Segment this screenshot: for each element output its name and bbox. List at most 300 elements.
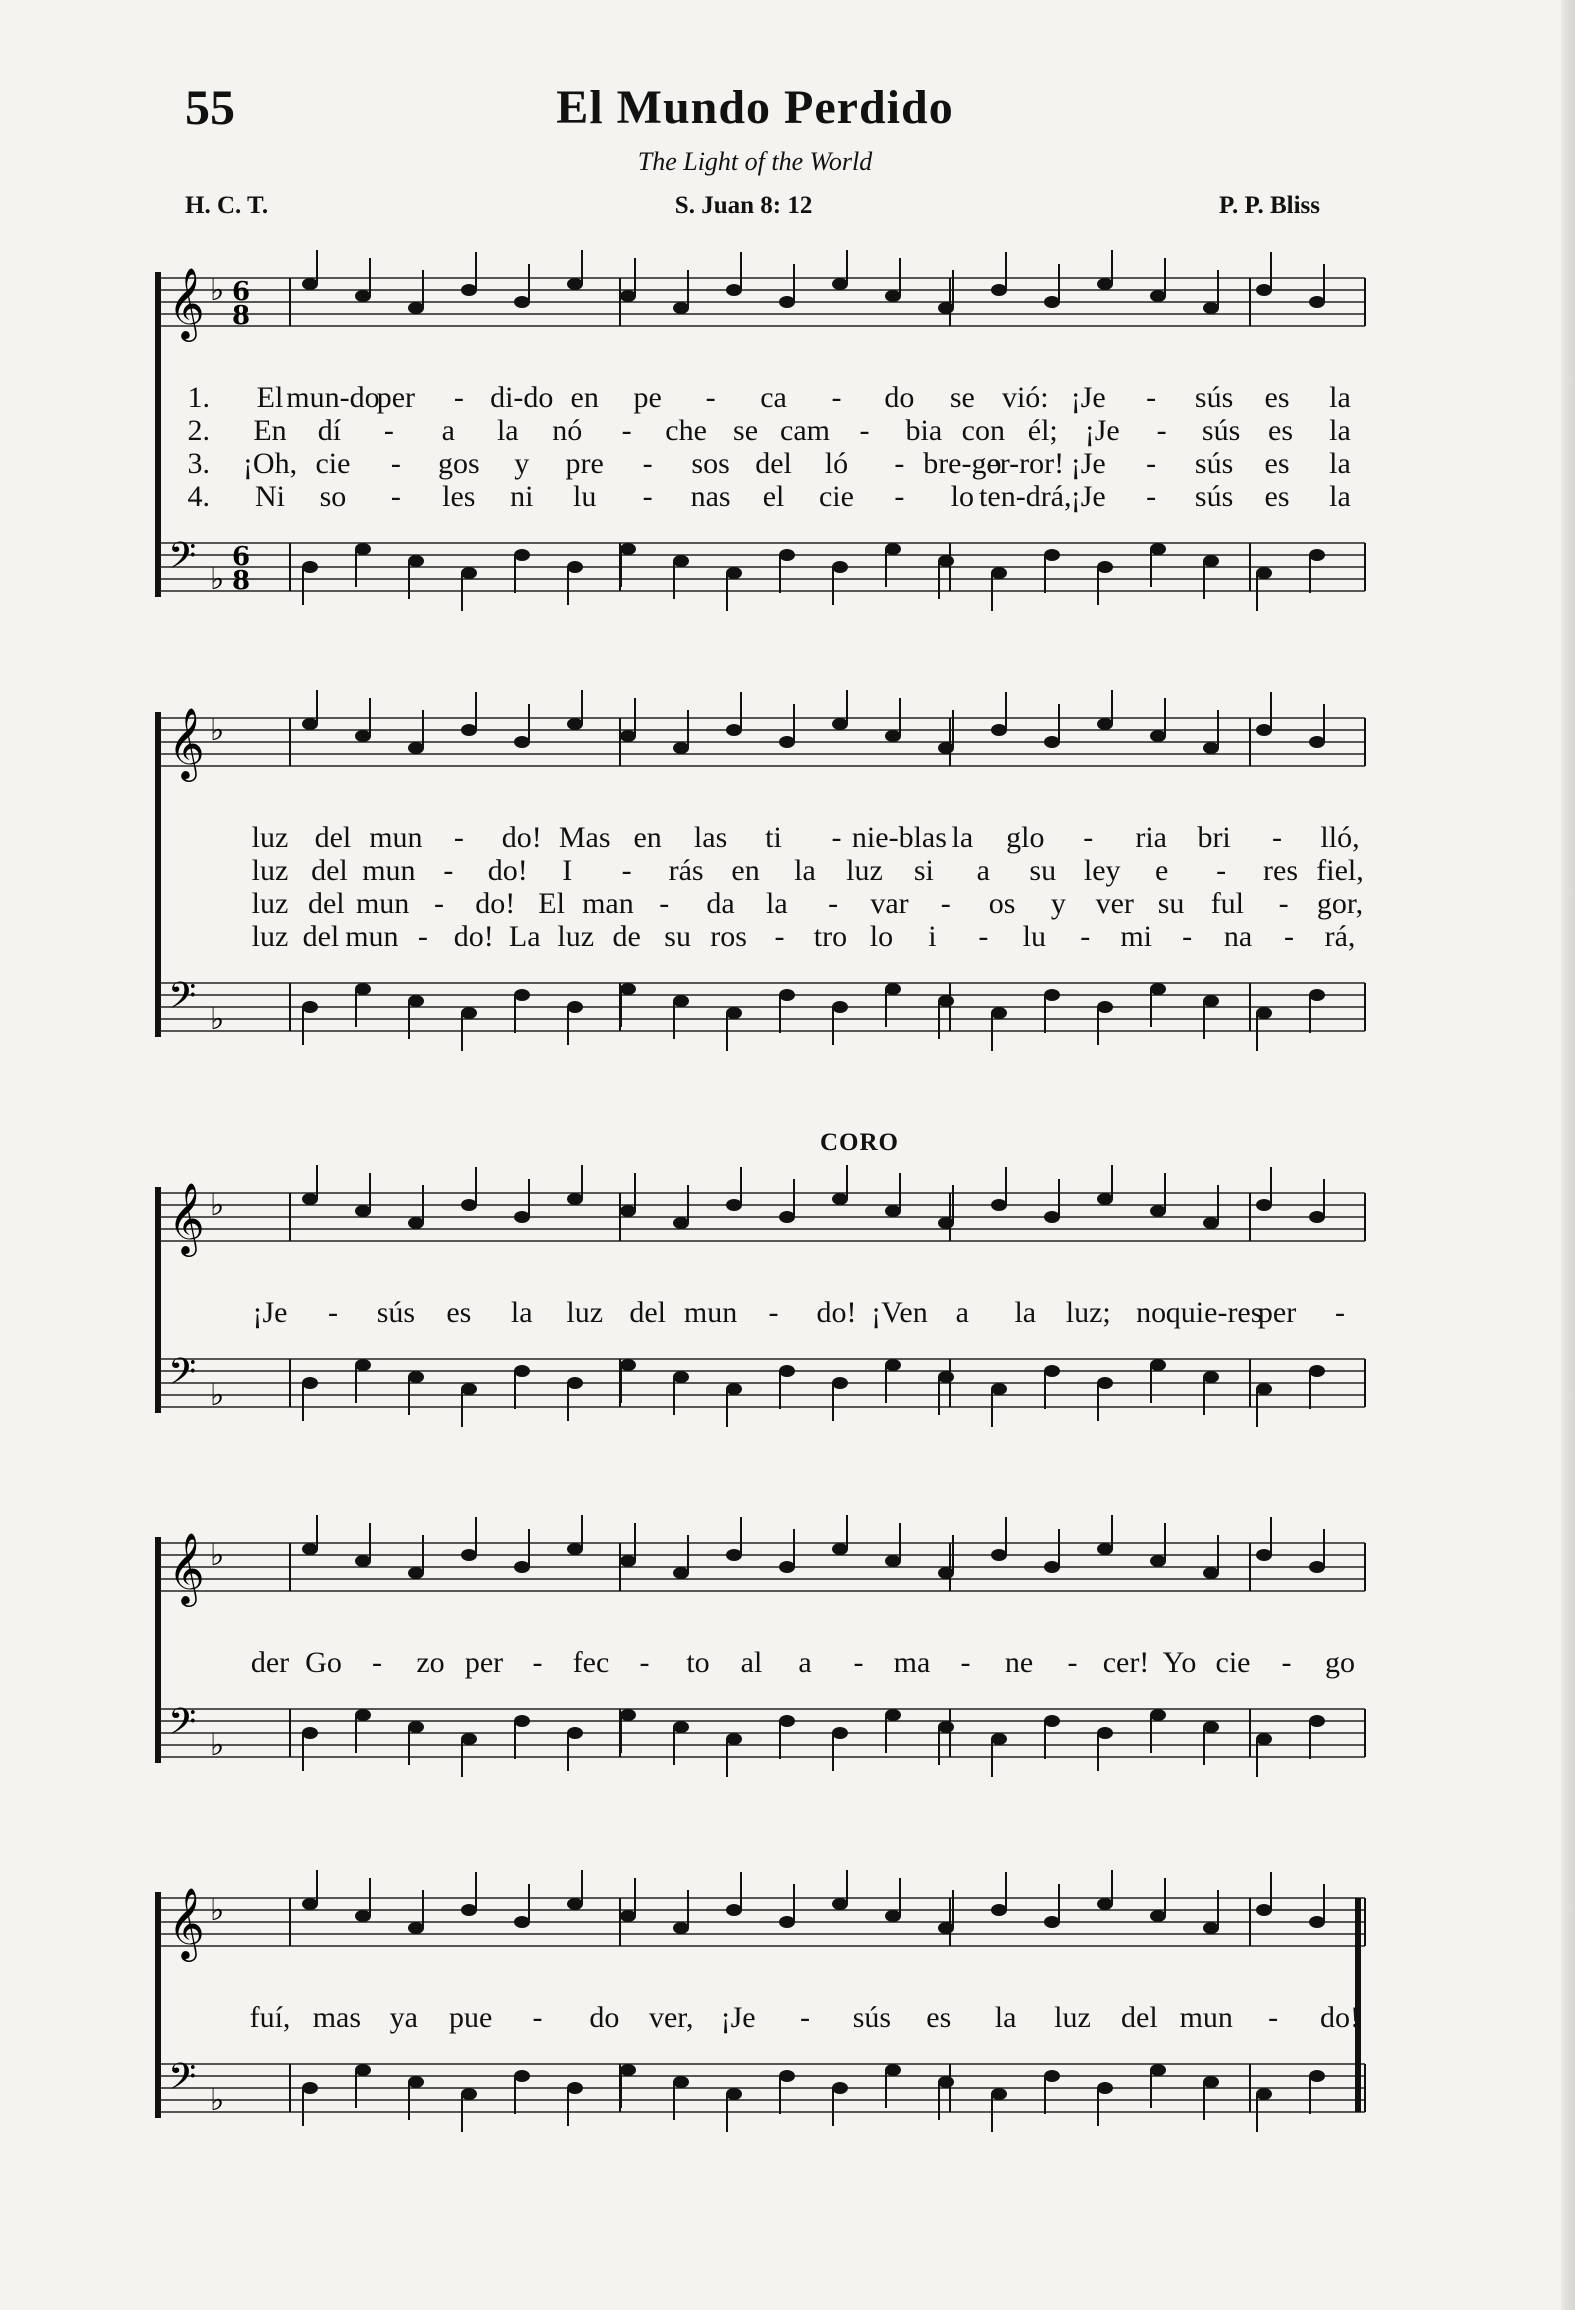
note-head xyxy=(567,1543,583,1555)
syllable-hyphen: - xyxy=(1080,920,1091,953)
note-head xyxy=(832,718,848,730)
lyric-syllable: dí xyxy=(317,414,342,447)
treble-clef: 𝄞 xyxy=(168,1886,205,1959)
note-head xyxy=(567,1193,583,1205)
note-head xyxy=(567,1001,583,1013)
note-head xyxy=(1256,567,1272,579)
syllable-hyphen: - xyxy=(800,2001,810,2034)
lyric-syllable: a xyxy=(976,854,990,887)
lyric-syllable: lo xyxy=(869,920,894,953)
note-head xyxy=(408,1721,424,1733)
key-signature-flat: ♭ xyxy=(210,1378,225,1413)
note-head xyxy=(726,1549,742,1561)
syllable-hyphen: - xyxy=(1278,887,1289,920)
lyric-line xyxy=(150,447,1370,479)
syllable-hyphen: - xyxy=(1146,447,1157,480)
lyric-syllable: ¡Ven xyxy=(871,1296,928,1329)
key-signature-flat: ♭ xyxy=(210,713,225,748)
lyric-syllable: ten-drá, xyxy=(979,480,1072,513)
syllable-hyphen: - xyxy=(831,821,842,854)
lyric-syllable: nie-blas xyxy=(851,821,947,854)
note-head xyxy=(408,995,424,1007)
lyric-syllable: la xyxy=(794,854,816,887)
lyricist-credit: H. C. T. xyxy=(185,192,269,219)
lyric-syllable: la xyxy=(510,1296,533,1329)
note-head xyxy=(1309,1715,1325,1727)
note-head xyxy=(1097,1543,1113,1555)
lyric-syllable: su xyxy=(1029,854,1057,887)
lyric-syllable: La xyxy=(508,920,541,953)
lyric-syllable: do! xyxy=(453,920,494,953)
lyric-syllable: i xyxy=(928,920,937,953)
hymn-title-text: El Mundo Perdido xyxy=(556,81,954,134)
note-head xyxy=(302,2082,318,2094)
lyric-syllable: lu xyxy=(573,480,597,513)
treble-staff xyxy=(160,1543,1365,1591)
lyric-syllable: El xyxy=(538,887,565,920)
note-head xyxy=(991,1733,1007,1745)
lyric-syllable: a xyxy=(955,1296,970,1329)
lyric-syllable: sús xyxy=(1201,414,1241,447)
note-head xyxy=(567,1898,583,1910)
note-head xyxy=(779,1916,795,1928)
lyric-syllable: es xyxy=(1264,381,1290,414)
note-head xyxy=(302,1543,318,1555)
note-head xyxy=(991,1383,1007,1395)
bass-staff xyxy=(160,1709,1365,1757)
lyric-syllable: luz xyxy=(251,821,289,854)
lyric-syllable: do! xyxy=(475,887,516,920)
lyric-syllable: lo xyxy=(950,480,975,513)
note-head xyxy=(885,1205,901,1217)
note-head xyxy=(1256,284,1272,296)
lyric-syllable: ¡Je xyxy=(252,1296,288,1329)
lyric-syllable: su xyxy=(664,920,691,953)
lyric-syllable: luz xyxy=(251,887,289,920)
note-head xyxy=(408,1567,424,1579)
treble-staff xyxy=(160,278,1365,326)
syllable-hyphen: - xyxy=(831,381,842,414)
note-head xyxy=(302,1898,318,1910)
lyric-syllable: se xyxy=(949,381,975,414)
note-head xyxy=(1150,1910,1166,1922)
lyric-syllable: na xyxy=(1223,920,1253,953)
lyric-line xyxy=(150,480,1370,512)
lyric-syllable: a xyxy=(798,1646,812,1679)
note-head xyxy=(832,1727,848,1739)
bass-staff xyxy=(160,983,1365,1031)
note-head xyxy=(620,1359,636,1371)
note-head xyxy=(991,1549,1007,1561)
note-head xyxy=(673,742,689,754)
note-head xyxy=(461,724,477,736)
note-head xyxy=(832,1898,848,1910)
syllable-hyphen: - xyxy=(1067,1646,1078,1679)
lyric-syllable: rá, xyxy=(1324,920,1356,953)
note-head xyxy=(1256,1733,1272,1745)
note-head xyxy=(673,1922,689,1934)
syllable-hyphen: - xyxy=(532,1646,543,1679)
note-head xyxy=(620,290,636,302)
note-head xyxy=(938,1371,954,1383)
note-head xyxy=(779,296,795,308)
note-head xyxy=(991,567,1007,579)
note-head xyxy=(938,555,954,567)
lyric-syllable: tro xyxy=(813,920,848,953)
music-system xyxy=(150,690,1370,1101)
note-head xyxy=(461,1904,477,1916)
syllable-hyphen: - xyxy=(639,1646,650,1679)
note-head xyxy=(1309,1211,1325,1223)
note-head xyxy=(620,1910,636,1922)
lyric-syllable: del xyxy=(755,447,792,480)
syllable-hyphen: - xyxy=(433,887,444,920)
bass-staff xyxy=(160,2064,1365,2112)
lyric-syllable: nas xyxy=(690,480,731,513)
note-head xyxy=(1309,2070,1325,2082)
lyric-syllable: él; xyxy=(1027,414,1058,447)
lyric-syllable: su xyxy=(1157,887,1185,920)
note-head xyxy=(938,1721,954,1733)
note-head xyxy=(673,302,689,314)
note-head xyxy=(726,567,742,579)
lyric-syllable: la xyxy=(1329,414,1351,447)
lyric-syllable: ¡Je xyxy=(720,2001,756,2034)
treble-staff xyxy=(160,718,1365,766)
note-head xyxy=(1309,989,1325,1001)
lyric-syllable: no xyxy=(1136,1296,1167,1329)
lyric-syllable: ¡Je xyxy=(1070,381,1106,414)
note-head xyxy=(726,724,742,736)
lyric-syllable: es xyxy=(1264,447,1290,480)
note-head xyxy=(355,290,371,302)
lyric-syllable: Go xyxy=(305,1646,342,1679)
lyric-syllable: es xyxy=(926,2001,952,2034)
lyric-syllable: ni xyxy=(510,480,534,513)
note-head xyxy=(938,742,954,754)
note-head xyxy=(1097,1377,1113,1389)
key-signature-flat: ♭ xyxy=(210,1188,225,1223)
lyric-line xyxy=(150,821,1370,853)
syllable-hyphen: - xyxy=(1182,920,1193,953)
lyric-syllable: ful xyxy=(1210,887,1245,920)
note-head xyxy=(779,1561,795,1573)
syllable-hyphen: - xyxy=(705,381,716,414)
note-head xyxy=(991,1904,1007,1916)
lyric-syllable: go xyxy=(1325,1646,1355,1679)
syllable-hyphen: - xyxy=(774,920,785,953)
key-signature-flat: ♭ xyxy=(210,1538,225,1573)
note-head xyxy=(1150,290,1166,302)
lyric-syllable: ria xyxy=(1135,821,1167,854)
note-head xyxy=(1309,549,1325,561)
note-head xyxy=(408,302,424,314)
lyric-syllable: ¡Je xyxy=(1084,414,1120,447)
time-signature-bottom: 8 xyxy=(232,301,251,331)
note-head xyxy=(1203,1567,1219,1579)
note-head xyxy=(408,555,424,567)
lyric-syllable: do xyxy=(884,381,915,414)
lyric-syllable: luz xyxy=(251,854,289,887)
note-head xyxy=(1309,1916,1325,1928)
note-head xyxy=(673,2076,689,2088)
lyric-syllable: mun xyxy=(355,887,410,920)
note-head xyxy=(1203,995,1219,1007)
lyric-syllable: ne xyxy=(1004,1646,1034,1679)
note-head xyxy=(302,718,318,730)
note-head xyxy=(1044,549,1060,561)
note-head xyxy=(832,561,848,573)
lyric-syllable: lló, xyxy=(1320,821,1360,854)
note-head xyxy=(514,1211,530,1223)
composer-credit: P. P. Bliss xyxy=(1219,192,1320,219)
lyric-syllable: mun xyxy=(369,821,423,854)
note-head xyxy=(673,555,689,567)
note-head xyxy=(461,2088,477,2100)
syllable-hyphen: - xyxy=(642,480,653,513)
lyric-syllable: al xyxy=(740,1646,763,1679)
lyric-line xyxy=(150,2001,1370,2033)
note-head xyxy=(1256,1549,1272,1561)
lyric-syllable: che xyxy=(665,414,707,447)
lyric-syllable: en xyxy=(731,854,760,887)
lyric-syllable: glo xyxy=(1006,821,1045,854)
note-head xyxy=(779,549,795,561)
syllable-hyphen: - xyxy=(642,447,653,480)
note-head xyxy=(1044,1715,1060,1727)
note-head xyxy=(1256,1199,1272,1211)
note-head xyxy=(1203,1721,1219,1733)
lyric-syllable: cam xyxy=(780,414,830,447)
lyric-syllable: pue xyxy=(448,2001,493,2034)
key-signature-flat: ♭ xyxy=(210,1893,225,1928)
note-head xyxy=(1256,1383,1272,1395)
note-head xyxy=(355,543,371,555)
lyric-syllable: ya xyxy=(389,2001,418,2034)
note-head xyxy=(938,995,954,1007)
note-head xyxy=(1097,2082,1113,2094)
note-head xyxy=(302,1377,318,1389)
verse-number: 3. xyxy=(187,447,210,480)
syllable-hyphen: - xyxy=(443,854,454,887)
note-head xyxy=(1309,1365,1325,1377)
note-head xyxy=(514,1561,530,1573)
note-head xyxy=(302,278,318,290)
note-head xyxy=(938,1567,954,1579)
note-head xyxy=(1256,1904,1272,1916)
note-head xyxy=(1097,1727,1113,1739)
note-head xyxy=(779,736,795,748)
lyric-syllable: mun-do xyxy=(286,381,380,414)
note-head xyxy=(355,1205,371,1217)
lyric-syllable: lu xyxy=(1022,920,1046,953)
syllable-hyphen: - xyxy=(1146,381,1157,414)
lyric-syllable: ma xyxy=(893,1646,931,1679)
lyric-syllable: di-do xyxy=(490,381,554,414)
lyric-syllable: ¡Oh, xyxy=(242,447,298,480)
lyric-syllable: la xyxy=(994,2001,1017,2034)
lyric-syllable: la xyxy=(1329,447,1351,480)
note-head xyxy=(1309,296,1325,308)
note-head xyxy=(885,1910,901,1922)
note-head xyxy=(1150,1359,1166,1371)
lyric-syllable: pre xyxy=(565,447,604,480)
lyric-syllable: ver, xyxy=(648,2001,694,2034)
note-head xyxy=(1097,1193,1113,1205)
note-head xyxy=(779,1365,795,1377)
lyric-syllable: sos xyxy=(691,447,730,480)
note-head xyxy=(567,2082,583,2094)
key-signature-flat: ♭ xyxy=(210,1728,225,1763)
note-head xyxy=(355,1910,371,1922)
note-head xyxy=(1203,302,1219,314)
note-head xyxy=(514,2070,530,2082)
syllable-hyphen: - xyxy=(1216,854,1227,887)
note-head xyxy=(1044,736,1060,748)
lyric-syllable: pe xyxy=(633,381,662,414)
syllable-hyphen: - xyxy=(372,1646,382,1679)
note-head xyxy=(885,543,901,555)
lyric-syllable: Ni xyxy=(255,480,285,513)
note-head xyxy=(461,567,477,579)
note-head xyxy=(514,1715,530,1727)
note-head xyxy=(726,1199,742,1211)
syllable-hyphen: - xyxy=(390,480,401,513)
lyric-syllable: luz xyxy=(846,854,883,887)
note-head xyxy=(1203,1371,1219,1383)
note-head xyxy=(1044,296,1060,308)
lyric-syllable: gos xyxy=(437,447,480,480)
syllable-hyphen: - xyxy=(1335,1296,1345,1329)
note-head xyxy=(991,2088,1007,2100)
lyric-syllable: del xyxy=(311,854,348,887)
verse-number: 1. xyxy=(187,381,210,414)
note-head xyxy=(514,989,530,1001)
note-head xyxy=(1044,1211,1060,1223)
lyric-syllable: fuí, xyxy=(249,2001,291,2034)
syllable-hyphen: - xyxy=(853,1646,864,1679)
note-head xyxy=(461,1007,477,1019)
note-head xyxy=(991,1007,1007,1019)
note-head xyxy=(1150,1205,1166,1217)
treble-clef: 𝄞 xyxy=(168,1181,205,1254)
lyric-syllable: es xyxy=(1264,480,1290,513)
note-head xyxy=(938,1922,954,1934)
lyric-syllable: vió: xyxy=(1001,381,1049,414)
note-head xyxy=(1150,1709,1166,1721)
note-head xyxy=(1203,1922,1219,1934)
lyric-syllable: es xyxy=(1268,414,1294,447)
lyric-syllable: do! xyxy=(816,1296,857,1329)
note-head xyxy=(1150,983,1166,995)
bass-clef: 𝄢 xyxy=(168,1701,197,1752)
syllable-hyphen: - xyxy=(453,381,464,414)
syllable-hyphen: - xyxy=(1146,480,1157,513)
lyric-syllable: en xyxy=(570,381,599,414)
lyric-syllable: gor, xyxy=(1316,887,1364,920)
lyric-syllable: luz; xyxy=(1065,1296,1111,1329)
note-head xyxy=(408,1217,424,1229)
lyric-syllable: luz xyxy=(251,920,289,953)
note-head xyxy=(673,1371,689,1383)
chorus-label: CORO xyxy=(820,1129,899,1156)
lyric-syllable: les xyxy=(442,480,476,513)
lyric-syllable: ¡Je xyxy=(1070,447,1106,480)
lyric-syllable: mun xyxy=(1179,2001,1233,2034)
lyric-syllable: bia xyxy=(905,414,943,447)
note-head xyxy=(461,284,477,296)
lyric-syllable: mun xyxy=(362,854,416,887)
page-edge xyxy=(1561,0,1575,2310)
lyric-syllable: en xyxy=(633,821,662,854)
lyric-syllable: sús xyxy=(376,1296,416,1329)
lyric-syllable: y xyxy=(1050,887,1066,920)
lyric-syllable: cie xyxy=(315,447,351,480)
syllable-hyphen: - xyxy=(960,1646,971,1679)
music-system xyxy=(150,1870,1370,2182)
syllable-hyphen: - xyxy=(327,1296,338,1329)
note-head xyxy=(620,730,636,742)
lyric-syllable: per xyxy=(376,381,416,414)
bass-staff xyxy=(160,1359,1365,1407)
credits-row xyxy=(185,192,1320,220)
lyric-line xyxy=(150,414,1370,446)
syllable-hyphen: - xyxy=(768,1296,779,1329)
note-head xyxy=(832,1377,848,1389)
note-head xyxy=(620,1205,636,1217)
note-head xyxy=(832,1543,848,1555)
lyric-syllable: ca xyxy=(760,381,787,414)
lyric-line xyxy=(150,854,1370,886)
note-head xyxy=(726,1904,742,1916)
treble-staff xyxy=(160,1898,1365,1946)
lyric-syllable: ros xyxy=(710,920,747,953)
lyric-syllable: mas xyxy=(312,2001,362,2034)
note-head xyxy=(408,1922,424,1934)
lyric-syllable: si xyxy=(913,854,934,887)
hymn-subtitle: The Light of the World xyxy=(637,147,873,176)
syllable-hyphen: - xyxy=(417,920,428,953)
lyric-syllable: sús xyxy=(1194,480,1234,513)
lyric-syllable: do! xyxy=(1320,2001,1360,2034)
lyric-syllable: er-ror! xyxy=(986,447,1065,480)
note-head xyxy=(514,549,530,561)
note-head xyxy=(567,718,583,730)
note-head xyxy=(1150,2064,1166,2076)
note-head xyxy=(355,983,371,995)
note-head xyxy=(514,1916,530,1928)
note-head xyxy=(1044,2070,1060,2082)
lyric-syllable: luz xyxy=(557,920,595,953)
lyric-syllable: cie xyxy=(818,480,854,513)
syllable-hyphen: - xyxy=(659,887,670,920)
note-head xyxy=(302,1727,318,1739)
syllable-hyphen: - xyxy=(828,887,839,920)
note-head xyxy=(885,1709,901,1721)
note-head xyxy=(726,1383,742,1395)
bass-clef: 𝄢 xyxy=(168,975,197,1026)
lyric-syllable: del xyxy=(302,920,340,953)
note-head xyxy=(885,730,901,742)
bass-clef: 𝄢 xyxy=(168,1351,197,1402)
note-head xyxy=(408,1371,424,1383)
lyric-syllable: la xyxy=(951,821,974,854)
lyric-syllable: y xyxy=(514,447,530,480)
note-head xyxy=(1044,1916,1060,1928)
lyric-syllable: I xyxy=(562,854,573,887)
verse-number: 2. xyxy=(187,414,210,447)
note-head xyxy=(620,1555,636,1567)
